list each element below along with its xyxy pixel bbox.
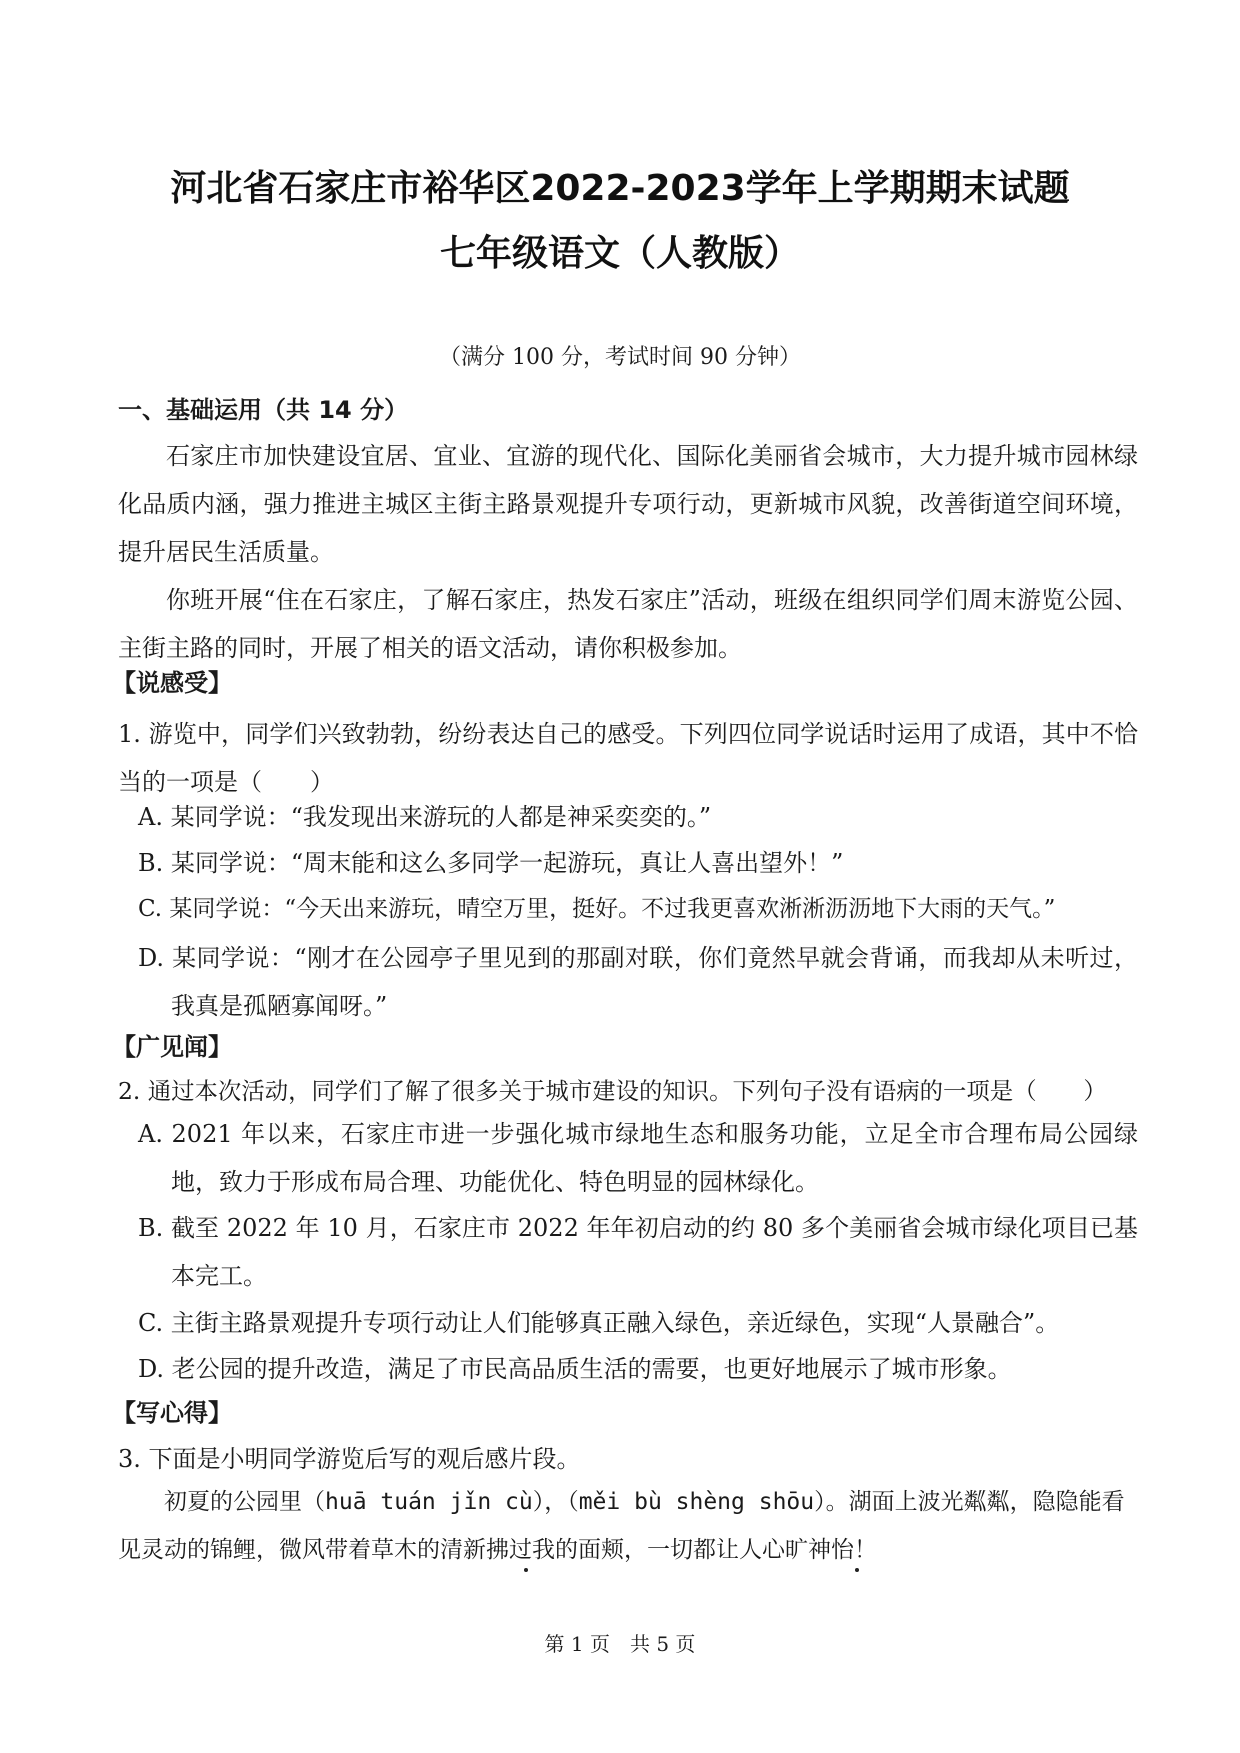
exam-subject-title: 七年级语文（人教版） [439, 233, 800, 274]
exam-info: （满分 100 分，考试时间 90 分钟） [439, 345, 801, 370]
q2-option-d: D. 老公园的提升改造，满足了市民高品质生活的需要，也更好地展示了城市形象。 [138, 1355, 1012, 1383]
part-heading-reflection: 【写心得】 [112, 1399, 232, 1427]
q2-option-a [138, 1110, 1138, 1206]
q2-option-b-text: B. 截至 2022 年 10 月，石家庄市 2022 年年初启动的约 80 多个美丽省会城市绿化项目已基本完工。 [138, 1214, 1138, 1290]
q1-option-b: B. 某同学说：“周末能和这么多同学一起游玩，真让人喜出望外！” [138, 849, 844, 877]
emphasis-dot [855, 1568, 859, 1572]
question-1: 1. 游览中，同学们兴致勃勃，纷纷表达自己的感受。下列四位同学说话时运用了成语，其中不恰当的一项是（ ） [118, 720, 1138, 796]
q1-option-d-text: D. 某同学说：“刚才在公园亭子里见到的那副对联，你们竟然早就会背诵，而我却从未听过，我真是孤陋寡闻呀。” [138, 944, 1138, 1020]
intro-paragraph-2: 你班开展“住在石家庄，了解石家庄，热发石家庄”活动，班级在组织同学们周末游览公园、主街主路的同时，开展了相关的语文活动，请你积极参加。 [118, 586, 1138, 662]
part-heading-knowledge: 【广见闻】 [112, 1033, 232, 1061]
q2-option-c: C. 主街主路景观提升专项行动让人们能够真正融入绿色，亲近绿色，实现“人景融合”。 [138, 1309, 1060, 1337]
question-2: 2. 通过本次活动，同学们了解了很多关于城市建设的知识。下列句子没有语病的一项是（ ） [118, 1077, 1107, 1105]
q1-option-d [138, 934, 1138, 1030]
exam-title: 河北省石家庄市裕华区2022-2023学年上学期期末试题 [170, 168, 1070, 209]
section-heading: 一、基础运用（共 14 分） [118, 396, 409, 424]
reflection-passage: 初夏的公园里（huā tuán jǐn cù），（měi bù shèng shōu）。湖面上波光粼粼，隐隐能看见灵动的锦鲤，微风带着草木的清新拂过我的面颊，一切都让人心旷神怡！ [118, 1489, 1125, 1563]
q2-option-a-text: A. 2021 年以来，石家庄市进一步强化城市绿地生态和服务功能，立足全市合理布局公园绿地，致力于形成布局合理、功能优化、特色明显的园林绿化。 [138, 1120, 1138, 1196]
intro-paragraph-1: 石家庄市加快建设宜居、宜业、宜游的现代化、国际化美丽省会城市，大力提升城市园林绿化品质内涵，强力推进主城区主街主路景观提升专项行动，更新城市风貌，改善街道空间环境，提升居民生活质量。 [118, 442, 1138, 566]
q2-option-b [138, 1204, 1138, 1300]
emphasis-dot [524, 1568, 528, 1572]
part-heading-feelings: 【说感受】 [112, 669, 232, 697]
question-3: 3. 下面是小明同学游览后写的观后感片段。 [118, 1445, 581, 1473]
q1-option-c: C. 某同学说：“今天出来游玩，晴空万里，挺好。不过我更喜欢淅淅沥沥地下大雨的天气。” [138, 896, 1056, 922]
page-number: 第 1 页 共 5 页 [544, 1632, 696, 1656]
q1-option-a: A. 某同学说：“我发现出来游玩的人都是神采奕奕的。” [138, 803, 712, 831]
